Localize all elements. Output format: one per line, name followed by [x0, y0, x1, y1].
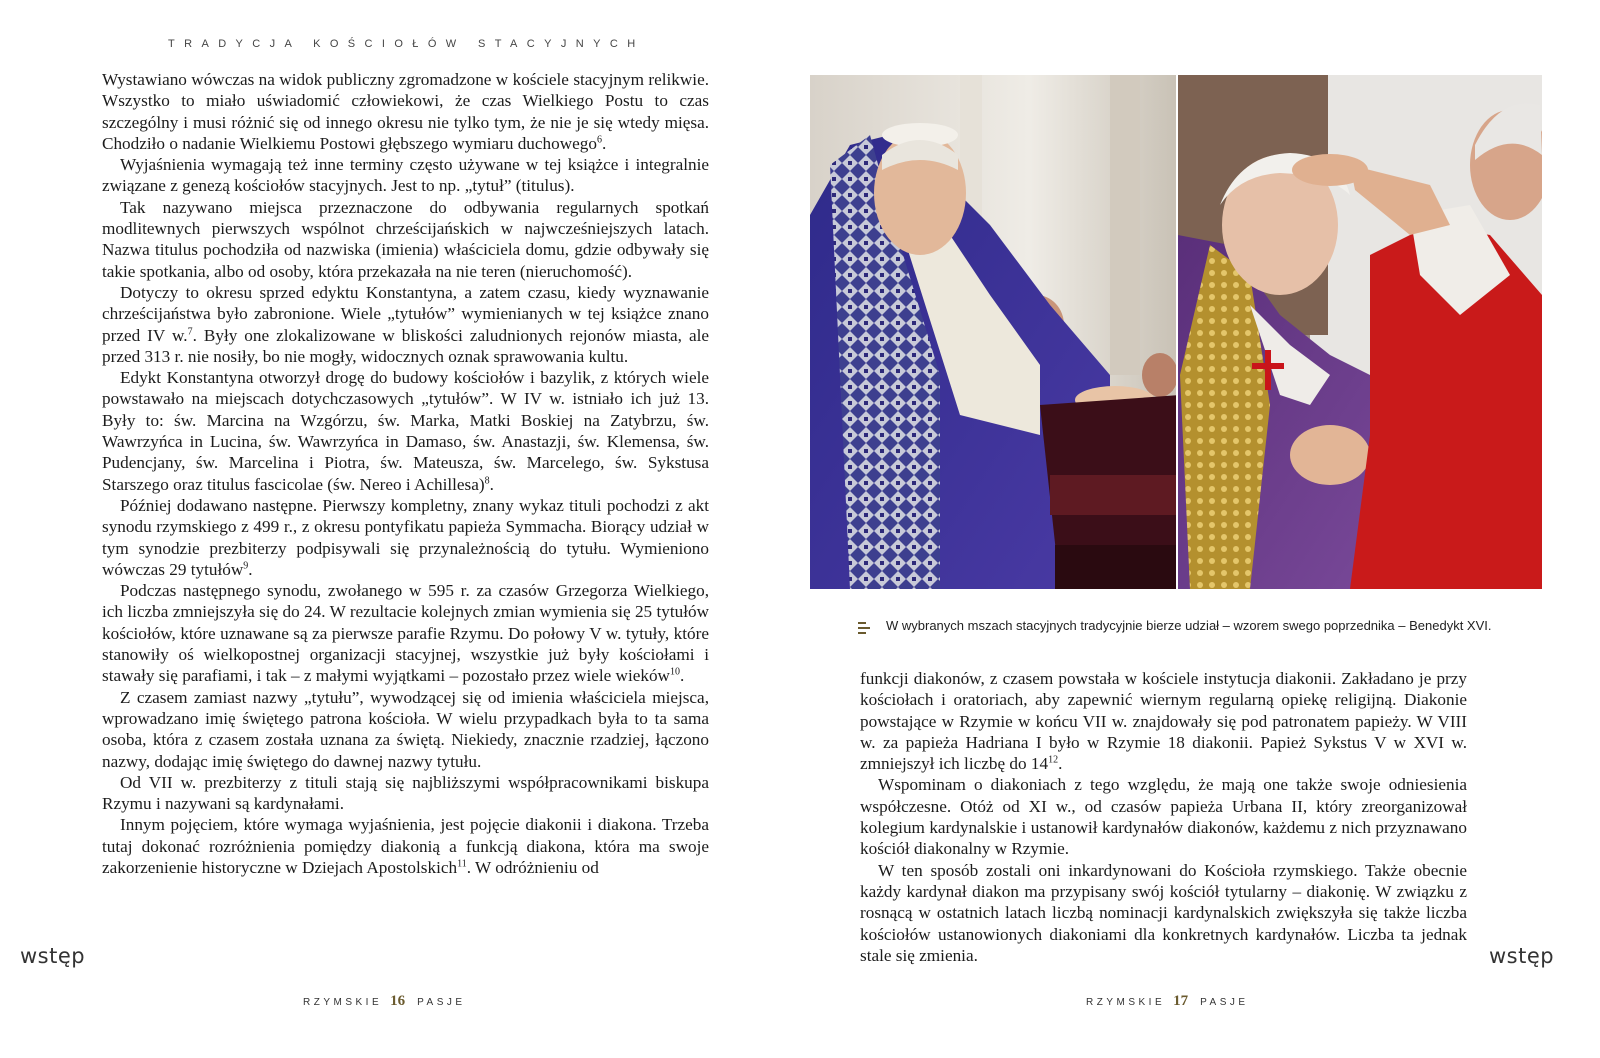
section-label-right: wstęp	[1489, 944, 1555, 968]
folio-word: PASJE	[417, 997, 466, 1008]
paragraph: Tak nazywano miejsca przeznaczone do odbywania regularnych spotkań modlitewnych pierwszych wspólnot chrześcijańskich w najwcześniejszych latach. Nazwa titulus pochodziła od nazwiska (imienia) właściciela domu, gdzie odbywały się takie spotkania, albo od osoby, która przekazała na nie teren (nieruchomość).	[102, 197, 709, 281]
caption-text: W wybranych mszach stacyjnych tradycyjnie bierze udział – wzorem swego poprzednika – Benedykt XVI.	[886, 618, 1492, 633]
page-number: 17	[1173, 993, 1189, 1009]
paragraph: Od VII w. prezbiterzy z tituli stają się najbliższymi współpracownikami biskupa Rzymu i nazywani są kardynałami.	[102, 772, 709, 814]
paragraph: Edykt Konstantyna otworzył drogę do budowy kościołów i bazylik, z których wiele powstawało na miejscach dotychczasowych „tytułów”. W IV w. istniało ich już 13. Były to: św. Marcina na Wzgórzu, św. Marka, Matki Boskiej na Zatybrzu, św. Wawrzyńca in Lucina, św. Wawrzyńca in Damaso, św. Anastazji, św. Klemensa, św. Pudencjany, św. Marcelina i Piotra, św. Mateusza, św. Marcelego, św. Sykstusa Starszego oraz titulus fascicolae (św. Nereo i Achillesa)$^8$.	[102, 368, 709, 494]
running-head: TRADYCJA KOŚCIOŁÓW STACYJNYCH	[168, 38, 645, 50]
page-number: 16	[390, 993, 406, 1009]
paragraph: Wyjaśnienia wymagają też inne terminy często używane w tej książce i integralnie związane z genezą kościołów stacyjnych. Jest to np. „tytuł” (titulus).	[102, 155, 709, 196]
paragraph: Dotyczy to okresu sprzed edyktu Konstantyna, a zatem czasu, kiedy wyznawanie chrześcijaństwa było zabronione. Wiele „tytułów” wymienianych w tej książce znano przed IV w.$^7$. Były one zlokalizowane w bliskości zaludnionych rejonów miasta, ale przed 313 r. nie nosiły, bo nie mogły, widocznych oznak sprawowania kultu.	[102, 282, 709, 366]
left-page-text	[102, 69, 709, 878]
paragraph: funkcji diakonów, z czasem powstała w kościele instytucja diakonii. Zakładano je przy kościołach i oratoriach, aby zapewnić wiernym regularną opiekę religijną. Diakonie powstające w Rzymie w końcu VII w. znajdowały się pod patronatem papieży. W VIII w. za papieża Hadriana I było w Rzymie 18 diakonii. Papież Sykstus V w XVI w. zmniejszył ich liczbę do $14^{12}$.	[860, 669, 1467, 774]
paragraph: Innym pojęciem, które wymaga wyjaśnienia, jest pojęcie diakonii i diakona. Trzeba tutaj dokonać rozróżnienia pomiędzy diakonią a funkcją diakona, która ma swoje zakorzenienie historyczne w Dziejach Apostolskich$^{11}$. W odróżnieniu od	[102, 815, 709, 877]
section-label-left: wstęp	[20, 944, 86, 968]
paragraph: Podczas następnego synodu, zwołanego w 595 r. za czasów Grzegorza Wielkiego, ich liczba zmniejszyła się do 24. W rezultacie kolejnych zmian wymienia się 25 tytułów kościołów, które uznawane są za pierwsze parafie Rzymu. Do połowy V w. tytuły, które stanowiły oś wielkopostnej organizacji stacyjnej, wszystkie już były kościołami i stawały się parafiami, i tak – z małymi wyjątkami – pozostało przez wiele wieków$^{10}$.	[102, 581, 709, 686]
paragraph: Wystawiano wówczas na widok publiczny zgromadzone w kościele stacyjnym relikwie. Wszystko to miało uświadomić człowiekowi, że czas Wielkiego Postu to czas szczególny i musi różnić się od innego okresu nie tylko tym, że nie je się wtedy mięsa. Chodziło o nadanie Wielkiemu Postowi głębszego wymiaru duchowego$^6$.	[102, 70, 709, 153]
folio-right	[1086, 993, 1249, 1010]
folio-word: PASJE	[1200, 997, 1249, 1008]
folio-word: RZYMSKIE	[1086, 997, 1166, 1008]
caption-marker-icon	[858, 622, 870, 637]
folio-word: RZYMSKIE	[303, 997, 383, 1008]
paragraph: Później dodawano następne. Pierwszy kompletny, znany wykaz tituli pochodzi z akt synodu rzymskiego z 499 r., z okresu pontyfikatu papieża Symmacha. Biorący udział w tym synodzie prezbiterzy podpisywali się przynależnością do tytułu. Wymieniono wówczas 29 tytułów$^9$.	[102, 495, 709, 579]
photo-popes	[810, 75, 1542, 589]
folio-left	[303, 993, 466, 1010]
paragraph: Wspominam o diakoniach z tego względu, że mają one także swoje odniesienia współczesne. Otóż od XI w., od czasów papieża Urbana II, który zreorganizował kolegium kardynalskie i ustanowił kardynałów diakonów, każdemu z nich przyznawano kościół diakonalny w Rzymie.	[860, 775, 1467, 859]
paragraph: Z czasem zamiast nazwy „tytułu”, wywodzącej się od imienia właściciela miejsca, wprowadzano imię świętego patrona kościoła. W wielu przypadkach była to ta sama osoba, która z czasem została uznana za świętą. Niekiedy, znacznie rzadziej, łączono nazwy, dodając imię świętego do dawnej nazwy tytułu.	[102, 687, 709, 771]
paragraph: W ten sposób zostali oni inkardynowani do Kościoła rzymskiego. Także obecnie każdy kardynał diakon ma przypisany swój kościół tytularny – diakonię. W związku z rosnącą w ostatnich latach liczbą nominacji kardynalskich zwiększyła się także liczba kościołów ustanowionych diakoniami dla konkretnych kardynałów. Liczba ta jednak stale się zmienia.	[860, 860, 1467, 965]
right-page-text	[860, 668, 1467, 966]
